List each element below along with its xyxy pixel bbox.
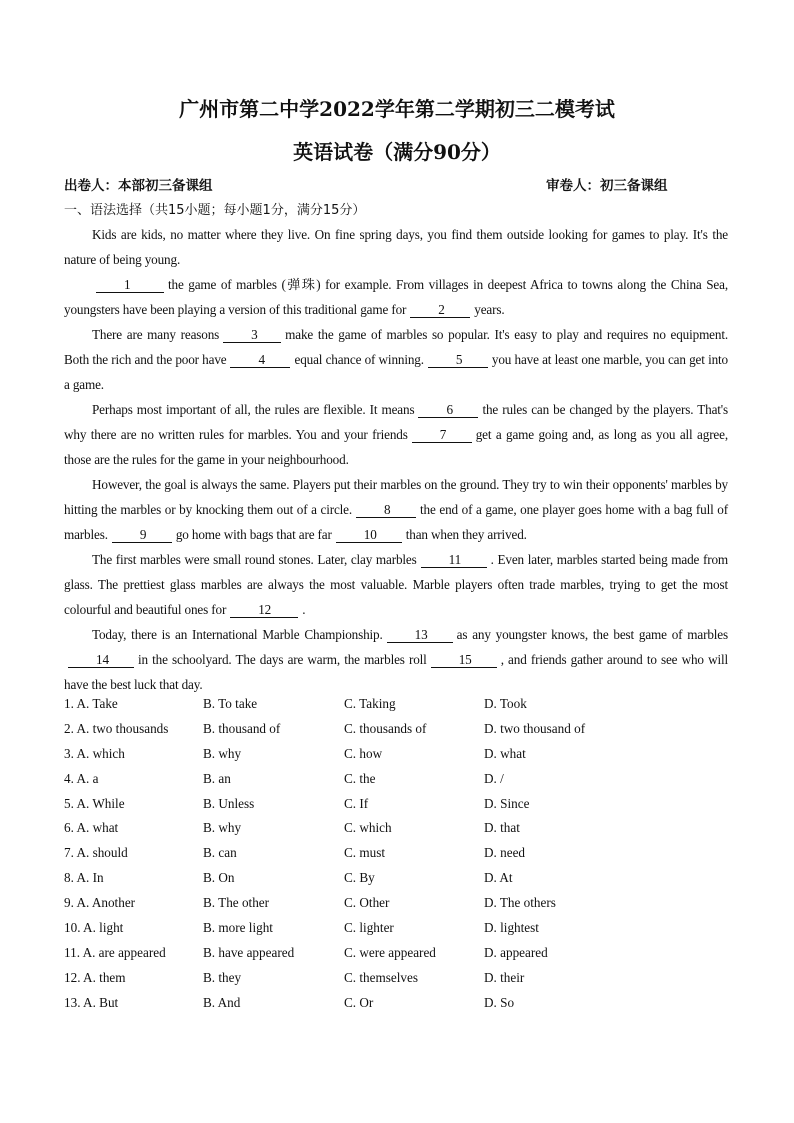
setter-label: 出卷人：本部初三备课组 xyxy=(64,178,213,194)
paragraph-1: Kids are kids, no matter where they live. On fine spring days, you find them outside looking for games to play. It's the nature of being young. xyxy=(64,227,728,267)
option: B. why xyxy=(203,745,242,761)
option: 12. A. them xyxy=(64,969,126,985)
blank-11: 11 xyxy=(421,552,487,568)
option: C. how xyxy=(344,745,383,761)
option: C. By xyxy=(344,870,375,886)
option: D. Since xyxy=(484,795,530,811)
blank-10: 10 xyxy=(336,527,402,543)
exam-subtitle: 英语试卷（满分90分） xyxy=(293,140,501,164)
option-row-8 xyxy=(64,870,744,895)
paragraph-4: Perhaps most important of all, the rules are flexible. It means 6 the rules can be changed by the players. That's why there are no written rules for marbles. You and your friends 7 get a game going and, as long as you all agree, those are the rules for the game in your neighbourhood. xyxy=(64,402,728,467)
blank-14: 14 xyxy=(68,652,134,668)
option: 6. A. what xyxy=(64,820,119,836)
option: B. have appeared xyxy=(203,944,295,960)
option: 13. A. But xyxy=(64,994,119,1010)
option: 10. A. light xyxy=(64,920,124,936)
option: D. what xyxy=(484,745,526,761)
option: B. Unless xyxy=(203,795,255,811)
option: B. they xyxy=(203,969,242,985)
option-row-5 xyxy=(64,796,744,821)
section-heading: 一、语法选择（共15小题；每小题1分，满分15分） xyxy=(64,203,366,218)
option: B. an xyxy=(203,770,231,786)
blank-5: 5 xyxy=(428,352,488,368)
option: 1. A. Take xyxy=(64,696,118,711)
option: C. thousands of xyxy=(344,720,427,736)
option: C. If xyxy=(344,795,369,811)
blank-3: 3 xyxy=(223,327,281,343)
option: C. which xyxy=(344,820,392,836)
reviewer-label: 审卷人：初三备课组 xyxy=(546,178,668,194)
blank-4: 4 xyxy=(230,352,290,368)
option-row-11 xyxy=(64,945,744,970)
option: D. appeared xyxy=(484,944,548,960)
option: B. more light xyxy=(203,920,273,936)
option: D. The others xyxy=(484,895,556,911)
option: D. At xyxy=(484,870,513,886)
blank-1: 1 xyxy=(96,277,164,293)
option: 7. A. should xyxy=(64,845,128,861)
paragraph-5: However, the goal is always the same. Players put their marbles on the ground. They try to win their opponents' marbles by hitting the marbles or by knocking them out of a circle. 8 the end of a game, one player goes home with a bag full of marbles. 9 go home with bags that are far 10 than when they arrived. xyxy=(64,477,728,542)
option-row-12 xyxy=(64,970,744,995)
paragraph-7: Today, there is an International Marble Championship. 13 as any youngster knows, the best game of marbles14 in the schoolyard. The days are warm, the marbles roll 15 , and friends gather around to see who will have the best luck that day. xyxy=(64,627,728,692)
option: 5. A. While xyxy=(64,795,125,811)
option: B. why xyxy=(203,820,242,836)
option: 8. A. In xyxy=(64,870,104,886)
blank-7: 7 xyxy=(412,427,472,443)
option: B. The other xyxy=(203,895,270,911)
option: C. were appeared xyxy=(344,944,436,960)
paragraph-3: There are many reasons 3 make the game of marbles so popular. It's easy to play and requires no equipment. Both the rich and the poor have 4 equal chance of winning. 5 you have at least one marble, you can get into a game. xyxy=(64,327,728,392)
option: B. thousand of xyxy=(203,720,281,736)
blank-13: 13 xyxy=(387,627,453,643)
option: 2. A. two thousands xyxy=(64,720,169,736)
option: D. / xyxy=(484,770,504,786)
reading-passage xyxy=(64,222,728,697)
option-row-2 xyxy=(64,721,744,746)
option-row-4 xyxy=(64,771,744,796)
option: 3. A. which xyxy=(64,745,125,761)
option-row-13 xyxy=(64,995,744,1020)
option: C. lighter xyxy=(344,920,394,936)
option: C. themselves xyxy=(344,969,418,985)
blank-8: 8 xyxy=(356,502,416,518)
blank-12: 12 xyxy=(230,602,298,618)
option: D. lightest xyxy=(484,920,539,936)
option-row-1 xyxy=(64,696,744,721)
option: D. Took xyxy=(484,696,527,711)
option: C. the xyxy=(344,770,376,786)
option: C. Other xyxy=(344,895,390,911)
option: 9. A. Another xyxy=(64,895,136,911)
option-row-7 xyxy=(64,845,744,870)
option: C. Taking xyxy=(344,696,396,711)
blank-2: 2 xyxy=(410,302,470,318)
option: C. Or xyxy=(344,994,374,1010)
blank-15: 15 xyxy=(431,652,497,668)
exam-title: 广州市第二中学2022学年第二学期初三二模考试 xyxy=(179,97,615,121)
option: B. can xyxy=(203,845,237,861)
option-row-9 xyxy=(64,895,744,920)
blank-6: 6 xyxy=(418,402,478,418)
option: D. two thousand of xyxy=(484,720,586,736)
option: B. To take xyxy=(203,696,258,711)
option: D. need xyxy=(484,845,526,861)
option: 11. A. are appeared xyxy=(64,944,166,960)
blank-9: 9 xyxy=(112,527,172,543)
option: D. that xyxy=(484,820,520,836)
option-row-6 xyxy=(64,820,744,845)
option: C. must xyxy=(344,845,386,861)
option-row-10 xyxy=(64,920,744,945)
option: 4. A. a xyxy=(64,770,99,786)
option-row-3 xyxy=(64,746,744,771)
option: B. On xyxy=(203,870,235,886)
option: D. their xyxy=(484,969,525,985)
option: B. And xyxy=(203,994,241,1010)
answer-options xyxy=(64,696,744,1020)
paragraph-2: 1 the game of marbles (弹珠) for example. From villages in deepest Africa to towns along the China Sea, youngsters have been playing a version of this traditional game for 2 years. xyxy=(64,277,728,317)
paragraph-6: The first marbles were small round stones. Later, clay marbles 11 . Even later, marbles started being made from glass. The prettiest glass marbles are always the most valuable. Marble players often trade marbles, trying to get the most colourful and beautiful ones for 12 . xyxy=(64,552,728,617)
option: D. So xyxy=(484,994,515,1010)
